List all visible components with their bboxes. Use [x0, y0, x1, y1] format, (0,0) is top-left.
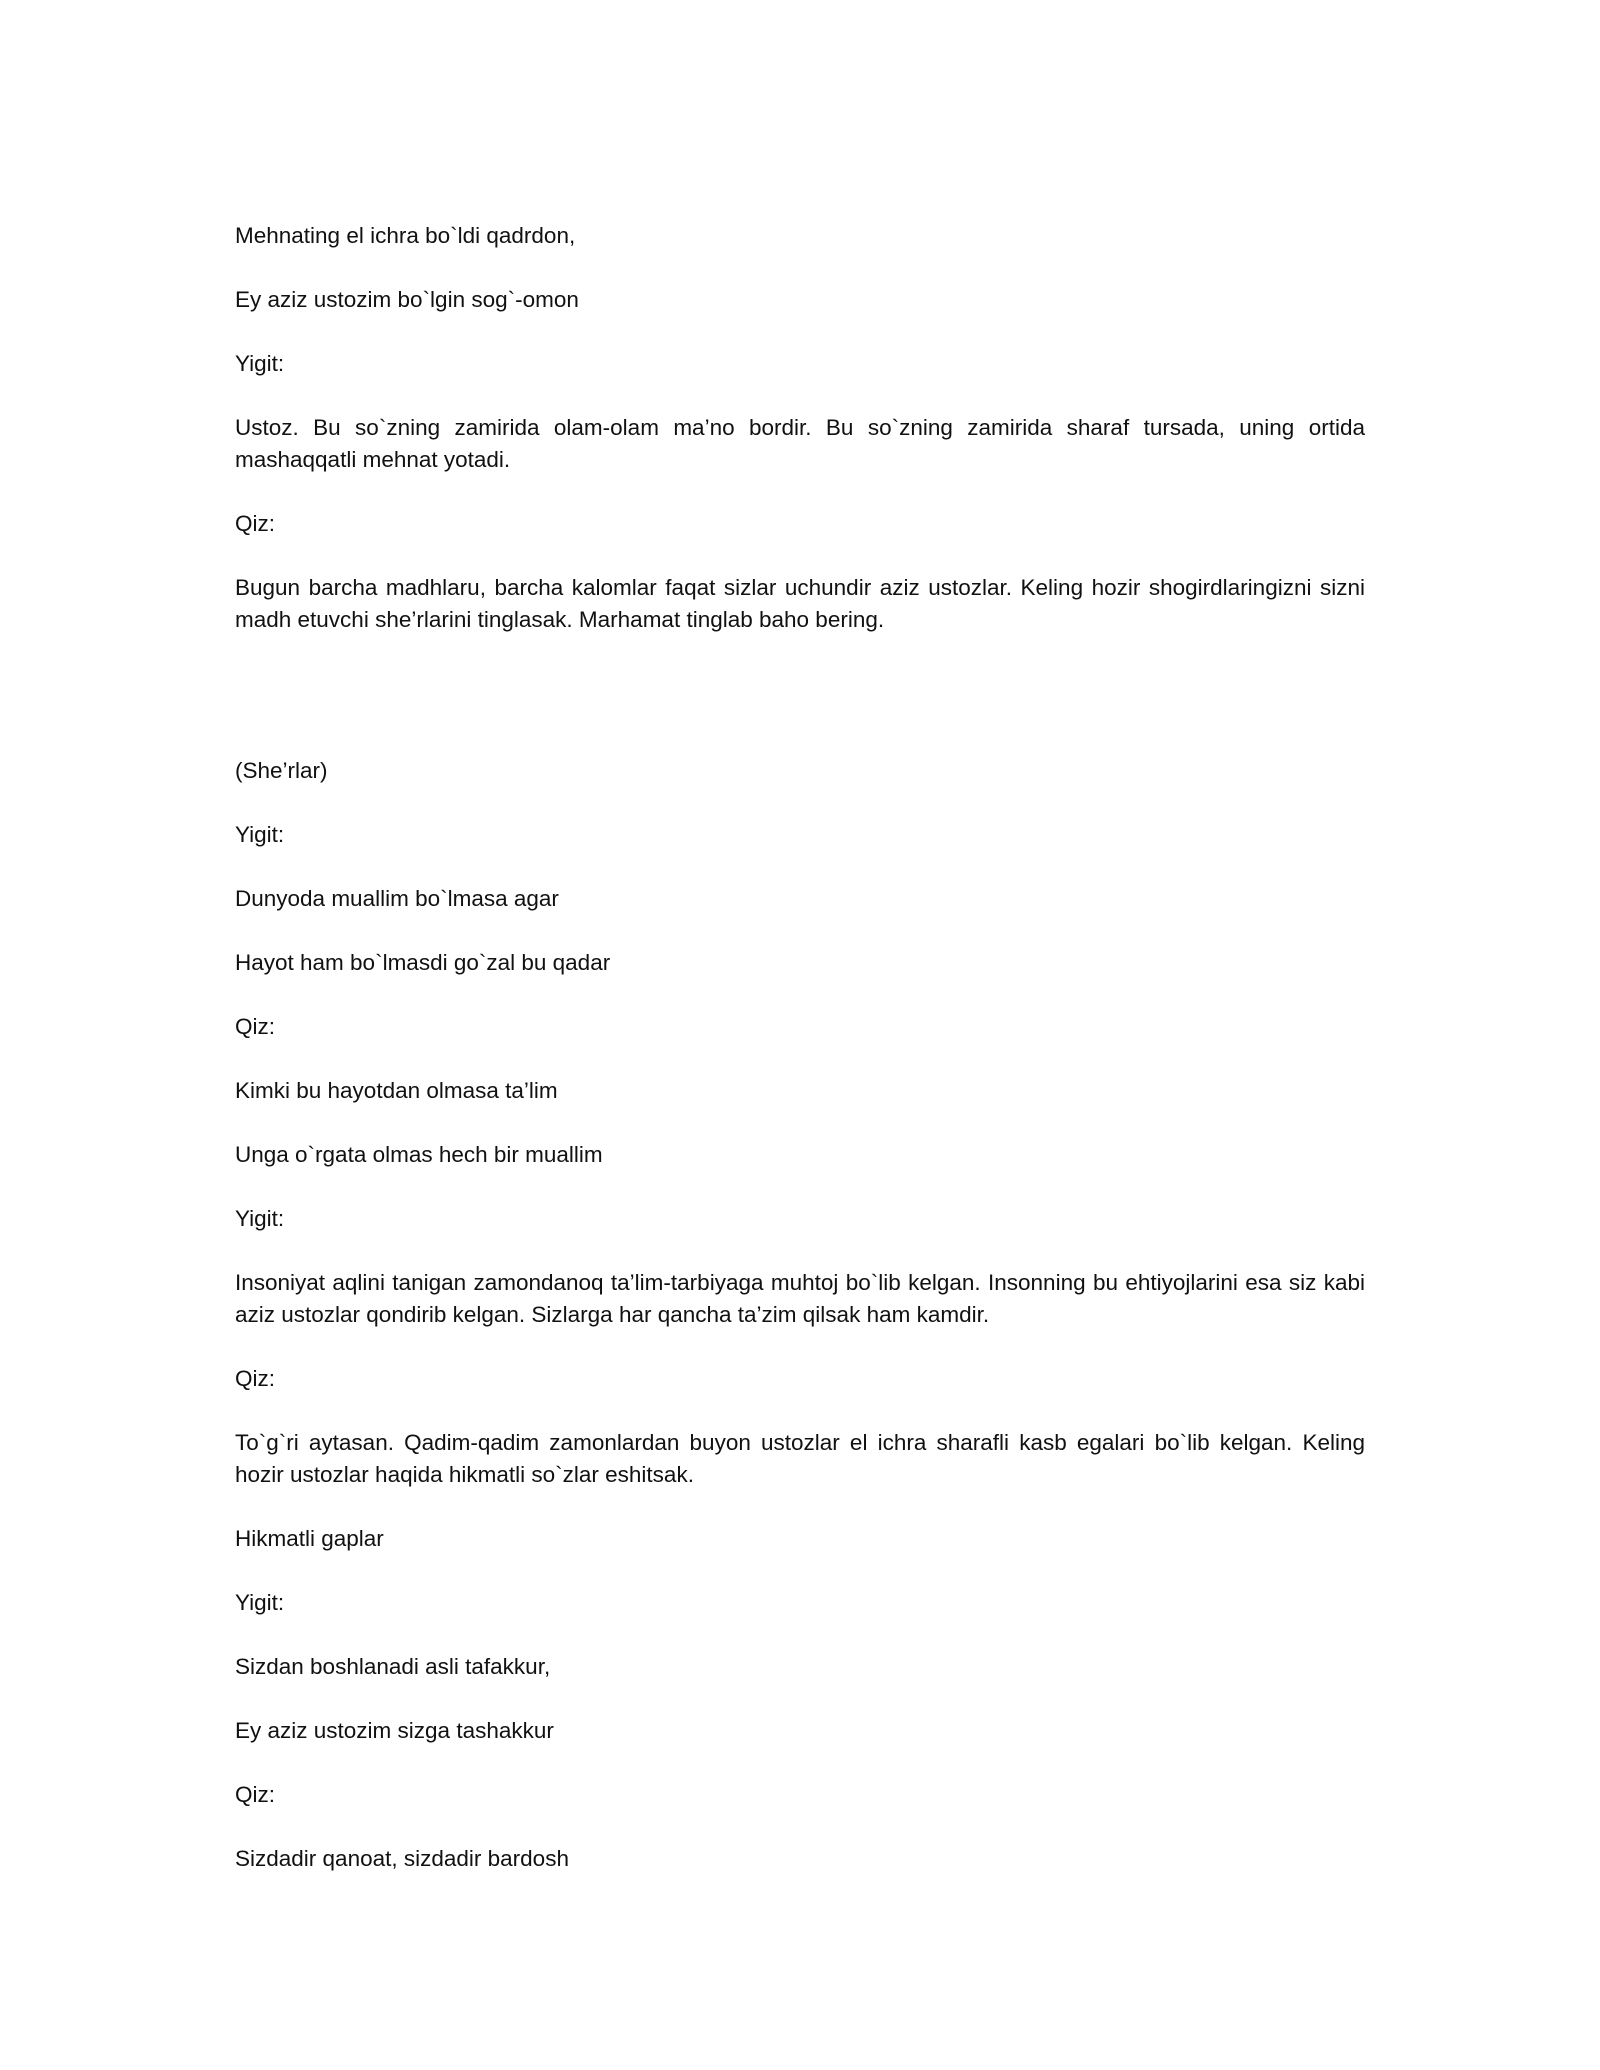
speaker-label: Qiz: — [235, 511, 276, 536]
text-paragraph: Dunyoda muallim bo`lmasa agar — [235, 885, 559, 911]
text-paragraph: Ustoz. Bu so`zning zamirida olam-olam ma’no bordir. Bu so`zning zamirida sharaf tursada, uning ortida mashaqqatli mehnat yotadi. — [235, 415, 1365, 472]
text-paragraph: Insoniyat aqlini tanigan zamondanoq ta’lim-tarbiyaga muhtoj bo`lib kelgan. Insonning bu ehtiyojlarini esa siz kabi aziz ustozlar qondirib kelgan. Sizlarga har qancha ta’zim qilsak ham kamdir. — [235, 1269, 1365, 1327]
text-paragraph: Mehnating el ichra bo`ldi qadrdon, — [235, 223, 576, 248]
text-paragraph: Hikmatli gaplar — [235, 1525, 384, 1551]
speaker-label: Yigit: — [235, 821, 285, 847]
text-paragraph: (She’rlar) — [235, 757, 328, 783]
blank-spacer — [235, 668, 1365, 732]
text-paragraph: Hayot ham bo`lmasdi go`zal bu qadar — [235, 949, 611, 975]
speaker-label: Qiz: — [235, 1781, 276, 1807]
speaker-label: Yigit: — [235, 1205, 285, 1231]
document-body — [235, 220, 1365, 1907]
text-paragraph: Kimki bu hayotdan olmasa ta’lim — [235, 1077, 558, 1103]
text-paragraph: Bugun barcha madhlaru, barcha kalomlar faqat sizlar uchundir aziz ustozlar. Keling hozir shogirdlaringizni sizni madh etuvchi she’rlarini tinglasak. Marhamat tinglab baho bering. — [235, 575, 1365, 632]
text-paragraph: Sizdan boshlanadi asli tafakkur, — [235, 1653, 551, 1679]
speaker-label: Qiz: — [235, 1013, 276, 1039]
text-paragraph: Ey aziz ustozim sizga tashakkur — [235, 1717, 554, 1743]
speaker-label: Qiz: — [235, 1365, 276, 1391]
text-paragraph: Unga o`rgata olmas hech bir muallim — [235, 1141, 603, 1167]
speaker-label: Yigit: — [235, 1589, 285, 1615]
text-paragraph: Ey aziz ustozim bo`lgin sog`-omon — [235, 287, 579, 312]
text-paragraph: Sizdadir qanoat, sizdadir bardosh — [235, 1845, 569, 1871]
text-paragraph: To`g`ri aytasan. Qadim-qadim zamonlardan buyon ustozlar el ichra sharafli kasb egalari bo`lib kelgan. Keling hozir ustozlar haqida hikmatli so`zlar eshitsak. — [235, 1429, 1365, 1487]
speaker-label: Yigit: — [235, 351, 285, 376]
